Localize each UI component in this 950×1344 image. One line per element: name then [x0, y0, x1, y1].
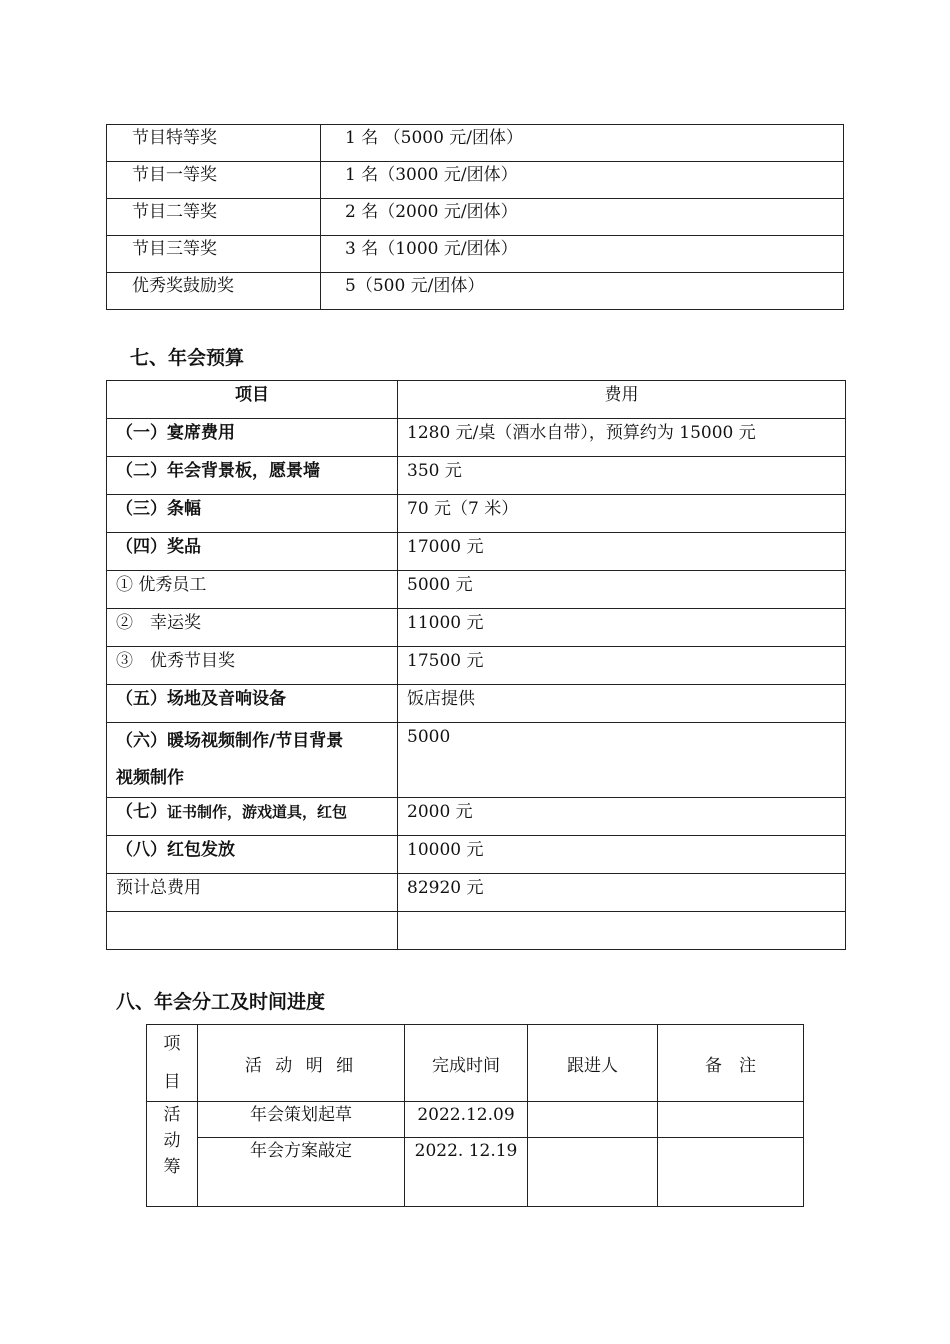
table-header-row: [147, 1025, 804, 1102]
budget-item: （四）奖品: [107, 533, 398, 571]
group-char: 动: [163, 1131, 181, 1151]
award-name: 优秀奖鼓励奖: [107, 273, 321, 310]
section-7-heading: 七、年会预算: [130, 347, 245, 369]
header-item: [147, 1025, 198, 1102]
award-name: 节目一等奖: [107, 162, 321, 199]
schedule-table: [146, 1024, 804, 1207]
activity-time: 2022. 12.19: [405, 1138, 528, 1207]
empty-cell: [398, 912, 846, 950]
empty-cell: [107, 912, 398, 950]
award-detail: 2 名（2000 元/团体）: [321, 199, 844, 236]
budget-cost: 11000 元: [398, 609, 846, 647]
section-8-heading: 八、年会分工及时间进度: [116, 991, 326, 1013]
table-row: [107, 647, 846, 685]
table-row: [107, 273, 844, 310]
table-row: [107, 419, 846, 457]
budget-item: 预计总费用: [107, 874, 398, 912]
budget-item: （一）宴席费用: [107, 419, 398, 457]
budget-item: （五）场地及音响设备: [107, 685, 398, 723]
budget-cost: 17000 元: [398, 533, 846, 571]
budget-cost: 饭店提供: [398, 685, 846, 723]
budget-item: ② 幸运奖: [107, 609, 398, 647]
table-row: [107, 874, 846, 912]
table-row: [107, 912, 846, 950]
header-owner: 跟进人: [528, 1025, 658, 1102]
budget-item: ① 优秀员工: [107, 571, 398, 609]
table-row: [107, 571, 846, 609]
header-detail: 活 动 明 细: [198, 1025, 405, 1102]
award-name: 节目三等奖: [107, 236, 321, 273]
award-name: 节目二等奖: [107, 199, 321, 236]
table-row: [107, 162, 844, 199]
table-row: [107, 798, 846, 836]
budget-item: [107, 798, 398, 836]
budget-table: [106, 380, 846, 950]
table-row: [107, 495, 846, 533]
budget-cost: 5000: [398, 723, 846, 798]
activity-detail: 年会策划起草: [198, 1102, 405, 1138]
group-char: 筹: [163, 1157, 181, 1177]
table-row: [107, 199, 844, 236]
table-header-row: [107, 381, 846, 419]
header-cost: 费用: [398, 381, 846, 419]
header-item: 项目: [107, 381, 398, 419]
budget-cost: 10000 元: [398, 836, 846, 874]
budget-item-line: 视频制作: [116, 768, 184, 788]
table-row: [107, 723, 846, 798]
header-item-char: 项: [163, 1034, 181, 1054]
budget-item: [107, 723, 398, 798]
table-row: [147, 1138, 804, 1207]
table-row: [107, 609, 846, 647]
budget-cost: 1280 元/桌（酒水自带），预算约为 15000 元: [398, 419, 846, 457]
table-row: [147, 1102, 804, 1138]
table-row: [107, 236, 844, 273]
award-detail: 1 名 （5000 元/团体）: [321, 125, 844, 162]
group-char: 活: [163, 1105, 181, 1125]
budget-item: （八）红包发放: [107, 836, 398, 874]
table-row: [107, 685, 846, 723]
table-row: [107, 457, 846, 495]
budget-item-prefix: （七）: [116, 802, 167, 822]
table-row: [107, 125, 844, 162]
table-row: [107, 836, 846, 874]
group-label: [147, 1102, 198, 1207]
activity-detail: 年会方案敲定: [198, 1138, 405, 1207]
activity-note: [658, 1102, 804, 1138]
header-finish-time: 完成时间: [405, 1025, 528, 1102]
award-detail: 1 名（3000 元/团体）: [321, 162, 844, 199]
budget-item: （三）条幅: [107, 495, 398, 533]
award-detail: 5（500 元/团体）: [321, 273, 844, 310]
budget-item-text: 证书制作，游戏道具，红包: [167, 803, 348, 821]
table-row: [107, 533, 846, 571]
header-item-char: 目: [163, 1072, 181, 1092]
award-detail: 3 名（1000 元/团体）: [321, 236, 844, 273]
activity-note: [658, 1138, 804, 1207]
activity-owner: [528, 1138, 658, 1207]
budget-cost: 70 元（7 米）: [398, 495, 846, 533]
budget-cost: 17500 元: [398, 647, 846, 685]
budget-cost: 5000 元: [398, 571, 846, 609]
budget-cost: 350 元: [398, 457, 846, 495]
header-note: 备 注: [658, 1025, 804, 1102]
budget-cost: 82920 元: [398, 874, 846, 912]
activity-time: 2022.12.09: [405, 1102, 528, 1138]
budget-item: （二）年会背景板，愿景墙: [107, 457, 398, 495]
budget-item-line: （六）暖场视频制作/节目背景: [116, 731, 344, 751]
budget-cost: 2000 元: [398, 798, 846, 836]
awards-table: [106, 124, 844, 310]
budget-item: ③ 优秀节目奖: [107, 647, 398, 685]
award-name: 节目特等奖: [107, 125, 321, 162]
activity-owner: [528, 1102, 658, 1138]
